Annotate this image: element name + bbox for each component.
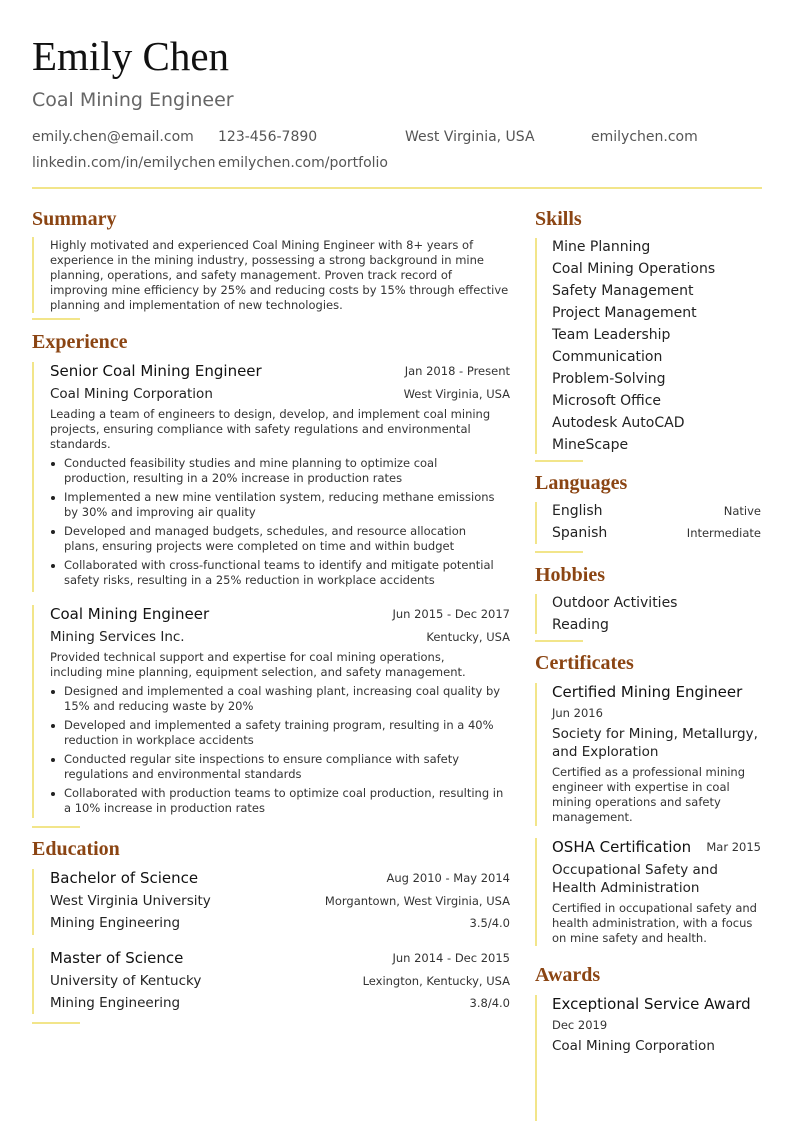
experience-bar xyxy=(32,605,34,818)
section-title-education: Education xyxy=(32,838,120,860)
list-item: Conducted regular site inspections to ensure compliance with safety regulations and environmental standards xyxy=(50,752,505,782)
job-company-1: Coal Mining Corporation xyxy=(50,386,213,402)
edu-location-1: Morgantown, West Virginia, USA xyxy=(324,894,510,908)
list-item: Developed and managed budgets, schedules, and resource allocation plans, ensuring projects were completed on time and within budget xyxy=(50,524,502,554)
contact-website[interactable]: emilychen.com xyxy=(591,129,698,145)
list-item: Implemented a new mine ventilation system, reducing methane emissions by 30% and improving air quality xyxy=(50,490,502,520)
hobbies-divider xyxy=(535,640,583,642)
skill-item: Project Management xyxy=(552,305,697,321)
language-name: English xyxy=(552,503,603,519)
section-title-summary: Summary xyxy=(32,208,117,230)
list-item: Conducted feasibility studies and mine planning to optimize coal production, resulting in a 20% increase in production rates xyxy=(50,456,502,486)
certificates-bar xyxy=(535,683,537,826)
edu-school-2: University of Kentucky xyxy=(50,973,202,989)
edu-degree-2: Master of Science xyxy=(50,949,184,967)
section-title-certificates: Certificates xyxy=(535,652,634,674)
job-description-2: Provided technical support and expertise for coal mining operations, including mine planning, equipment selection, and safety management. xyxy=(50,650,466,679)
education-divider xyxy=(32,1022,80,1024)
edu-gpa-1: 3.5/4.0 xyxy=(469,916,510,930)
contact-phone[interactable]: 123-456-7890 xyxy=(218,129,318,145)
cert-issuer-2: Occupational Safety and Health Administration xyxy=(552,862,718,896)
skill-item: Communication xyxy=(552,349,663,365)
skills-bar xyxy=(535,238,537,454)
hobbies-bar xyxy=(535,594,537,634)
languages-divider xyxy=(535,551,583,553)
awards-bar xyxy=(535,995,537,1121)
job-title: Coal Mining Engineer xyxy=(32,89,234,111)
section-title-awards: Awards xyxy=(535,964,601,986)
header-divider xyxy=(32,187,762,189)
list-item: Designed and implemented a coal washing plant, increasing coal quality by 15% and reducing waste by 20% xyxy=(50,684,505,714)
edu-gpa-2: 3.8/4.0 xyxy=(469,996,510,1010)
list-item: Collaborated with cross-functional teams to identify and mitigate potential safety risks, resulting in a 25% reduction in workplace accidents xyxy=(50,558,502,588)
job-company-2: Mining Services Inc. xyxy=(50,629,185,645)
skill-item: Team Leadership xyxy=(552,327,671,343)
section-title-skills: Skills xyxy=(535,208,582,230)
list-item: Collaborated with production teams to optimize coal production, resulting in a 10% increase in production rates xyxy=(50,786,505,816)
job-description-1: Leading a team of engineers to design, develop, and implement coal mining projects, ensuring compliance with safety regulations and environmental standards. xyxy=(50,407,491,451)
skill-item: MineScape xyxy=(552,437,629,453)
job-title-1: Senior Coal Mining Engineer xyxy=(50,362,262,380)
skill-item: Autodesk AutoCAD xyxy=(552,415,685,431)
section-title-experience: Experience xyxy=(32,331,128,353)
edu-location-2: Lexington, Kentucky, USA xyxy=(362,974,510,988)
award-date: Dec 2019 xyxy=(552,1018,608,1032)
section-title-hobbies: Hobbies xyxy=(535,564,606,586)
contact-portfolio[interactable]: emilychen.com/portfolio xyxy=(218,155,388,171)
experience-bar xyxy=(32,362,34,592)
languages-bar xyxy=(535,502,537,544)
language-level: Native xyxy=(723,504,761,518)
list-item: Developed and implemented a safety training program, resulting in a 40% reduction in workplace accidents xyxy=(50,718,505,748)
edu-degree-1: Bachelor of Science xyxy=(50,869,199,887)
experience-divider xyxy=(32,826,80,828)
contact-linkedin[interactable]: linkedin.com/in/emilychen xyxy=(32,155,216,171)
cert-date-1: Jun 2016 xyxy=(552,706,603,720)
skill-item: Microsoft Office xyxy=(552,393,662,409)
education-bar xyxy=(32,869,34,935)
award-title: Exceptional Service Award xyxy=(552,995,751,1013)
job-bullets-1 xyxy=(50,456,502,592)
education-bar xyxy=(32,948,34,1014)
contact-email[interactable]: emily.chen@email.com xyxy=(32,129,194,145)
cert-description-2: Certified in occupational safety and health administration, with a focus on mine safety and health. xyxy=(552,901,757,945)
hobby-item: Outdoor Activities xyxy=(552,595,678,611)
summary-text: Highly motivated and experienced Coal Mining Engineer with 8+ years of experience in the mining industry, possessing a strong background in mine planning, operations, and safety management. Proven track record of improving mine efficiency by 25% and reducing costs by 15% through effective planning and implementation of new technologies. xyxy=(50,238,509,312)
resume-name: Emily Chen xyxy=(32,33,230,79)
cert-description-1: Certified as a professional mining engineer with expertise in coal mining operations and safety management. xyxy=(552,765,746,824)
job-bullets-2 xyxy=(50,684,505,820)
skill-item: Coal Mining Operations xyxy=(552,261,716,277)
contact-location: West Virginia, USA xyxy=(405,129,535,145)
cert-date-2: Mar 2015 xyxy=(706,840,761,854)
job-dates-2: Jun 2015 - Dec 2017 xyxy=(392,607,510,621)
skills-divider xyxy=(535,460,583,462)
edu-school-1: West Virginia University xyxy=(50,893,211,909)
hobby-item: Reading xyxy=(552,617,609,633)
summary-divider xyxy=(32,318,80,320)
language-level: Intermediate xyxy=(686,526,761,540)
skill-item: Safety Management xyxy=(552,283,694,299)
section-title-languages: Languages xyxy=(535,472,628,494)
edu-field-2: Mining Engineering xyxy=(50,995,181,1011)
skill-item: Problem-Solving xyxy=(552,371,666,387)
edu-field-1: Mining Engineering xyxy=(50,915,181,931)
certificates-bar xyxy=(535,838,537,946)
job-location-1: West Virginia, USA xyxy=(403,387,510,401)
summary-bar xyxy=(32,237,34,313)
skill-item: Mine Planning xyxy=(552,239,651,255)
job-location-2: Kentucky, USA xyxy=(426,630,510,644)
cert-title-2: OSHA Certification xyxy=(552,838,692,856)
cert-issuer-1: Society for Mining, Metallurgy, and Exploration xyxy=(552,726,758,760)
job-dates-1: Jan 2018 - Present xyxy=(404,364,510,378)
edu-dates-1: Aug 2010 - May 2014 xyxy=(386,871,510,885)
job-title-2: Coal Mining Engineer xyxy=(50,605,210,623)
award-issuer: Coal Mining Corporation xyxy=(552,1038,715,1054)
cert-title-1: Certified Mining Engineer xyxy=(552,683,743,701)
edu-dates-2: Jun 2014 - Dec 2015 xyxy=(392,951,510,965)
language-name: Spanish xyxy=(552,525,608,541)
